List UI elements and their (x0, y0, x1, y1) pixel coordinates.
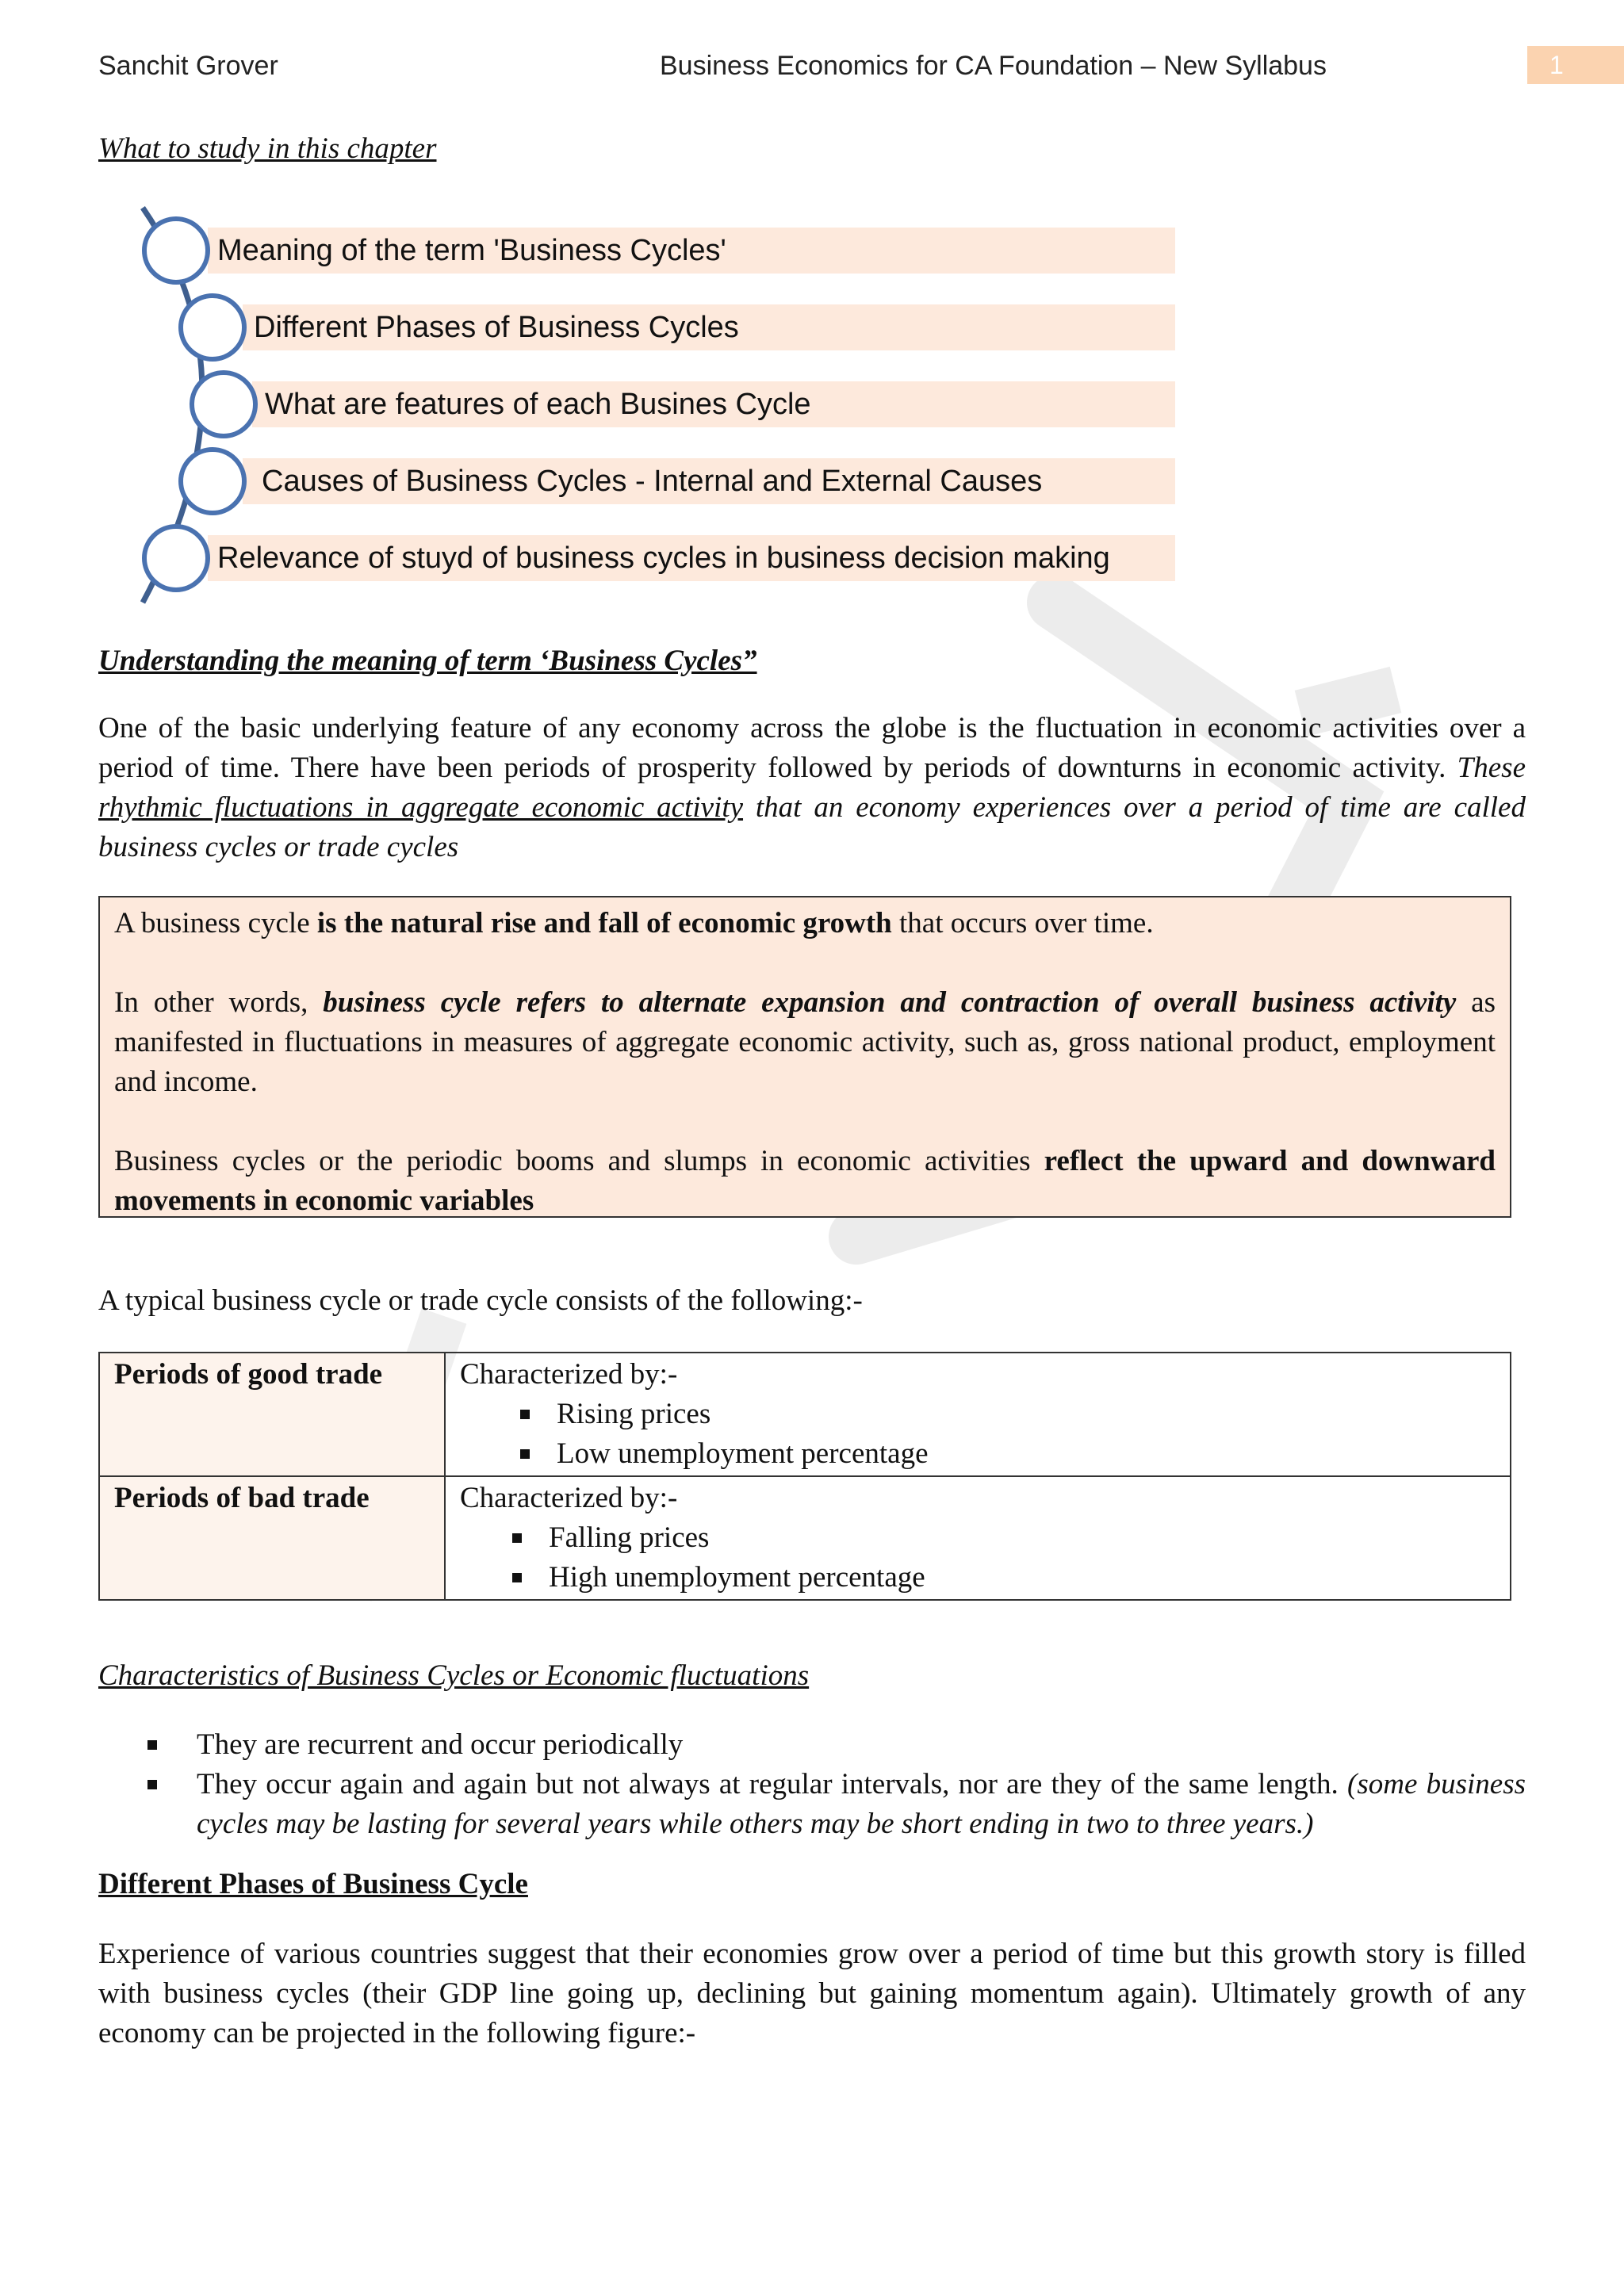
char-bullet-1: They are recurrent and occur periodically (197, 1728, 684, 1761)
list-item (98, 1725, 1526, 1765)
char-bullet-2: They occur again and again but not always at regular intervals, nor are they of the same length. (197, 1768, 1348, 1800)
good-trade-label: Periods of good trade (99, 1353, 445, 1476)
typical-intro: A typical business cycle or trade cycle consists of the following:- (98, 1284, 863, 1317)
meaning-text: One of the basic underlying feature of any economy across the globe is the fluctuation in economic activities over a period of time. There have been periods of prosperity followed by periods of downturns in economic activity. (98, 712, 1526, 784)
def-p3-bold: reflect the upward and downward movements in economic variables (114, 1145, 1496, 1217)
study-item-4: Causes of Business Cycles - Internal and External Causes (262, 465, 1043, 498)
study-circle-1 (144, 219, 208, 282)
good-trade-cell (445, 1353, 1511, 1476)
bad-trade-bullet-2: High unemployment percentage (549, 1561, 925, 1594)
def-p2-a: In other words, (114, 986, 324, 1019)
table-row (99, 1476, 1511, 1600)
page-number: 1 (1527, 46, 1624, 84)
study-circle-5 (144, 526, 208, 590)
meaning-heading: Understanding the meaning of term ‘Business Cycles” (98, 645, 757, 677)
bad-trade-label: Periods of bad trade (99, 1476, 445, 1600)
characteristics-heading: Characteristics of Business Cycles or Economic fluctuations (98, 1659, 810, 1692)
def-p1-c: that occurs over time. (891, 907, 1154, 939)
phases-paragraph: Experience of various countries suggest that their economies grow over a period of time but this growth story is filled with business cycles (their GDP line going up, declining but gaining momentum again). Ultimately growth of any economy can be projected in the following figure:- (98, 1938, 1526, 2049)
study-item-2: Different Phases of Business Cycles (254, 311, 739, 344)
study-circle-2 (181, 296, 244, 359)
trade-table (98, 1352, 1511, 1601)
bad-trade-lead: Characterized by:- (460, 1482, 678, 1514)
meaning-italic-pre: These (1457, 752, 1526, 784)
good-trade-bullet-2: Low unemployment percentage (557, 1437, 929, 1470)
meaning-italic-post: that an economy experiences over a period of time are called business cycles or trade cycles (98, 791, 1526, 863)
study-item-3: What are features of each Busines Cycle (265, 388, 811, 421)
study-item-1: Meaning of the term 'Business Cycles' (217, 234, 726, 267)
study-circle-4 (181, 450, 244, 513)
study-circle-3 (192, 373, 255, 436)
study-heading: What to study in this chapter (98, 132, 437, 165)
header-title: Business Economics for CA Foundation – New Syllabus (660, 51, 1327, 81)
def-p2-bold-italic: business cycle refers to alternate expansion and contraction of overall business activity (323, 986, 1457, 1019)
def-p1-a: A business cycle (114, 907, 317, 939)
characteristics-list (98, 1725, 1526, 1844)
study-item-5: Relevance of stuyd of business cycles in business decision making (217, 541, 1110, 575)
good-trade-bullet-1: Rising prices (557, 1398, 711, 1430)
table-row (99, 1353, 1511, 1476)
def-p3-a: Business cycles or the periodic booms and slumps in economic activities (114, 1145, 1044, 1177)
good-trade-lead: Characterized by:- (460, 1358, 678, 1391)
meaning-paragraph (98, 709, 1526, 867)
list-item (98, 1765, 1526, 1844)
meaning-underlined: rhythmic fluctuations in aggregate economic activity (98, 791, 744, 824)
char-bullet-2-italic: (some business cycles may be lasting for several years while others may be short ending in two to three years.) (197, 1768, 1526, 1840)
def-p2-c: as manifested in fluctuations in measures of aggregate economic activity, such as, gross national product, employment and income. (114, 986, 1496, 1098)
definition-box (98, 896, 1511, 1218)
def-p1-bold: is the natural rise and fall of economic growth (316, 907, 892, 939)
bad-trade-cell (445, 1476, 1511, 1600)
bad-trade-bullet-1: Falling prices (549, 1521, 710, 1554)
phases-heading: Different Phases of Business Cycle (98, 1868, 528, 1900)
header-author: Sanchit Grover (98, 51, 278, 81)
